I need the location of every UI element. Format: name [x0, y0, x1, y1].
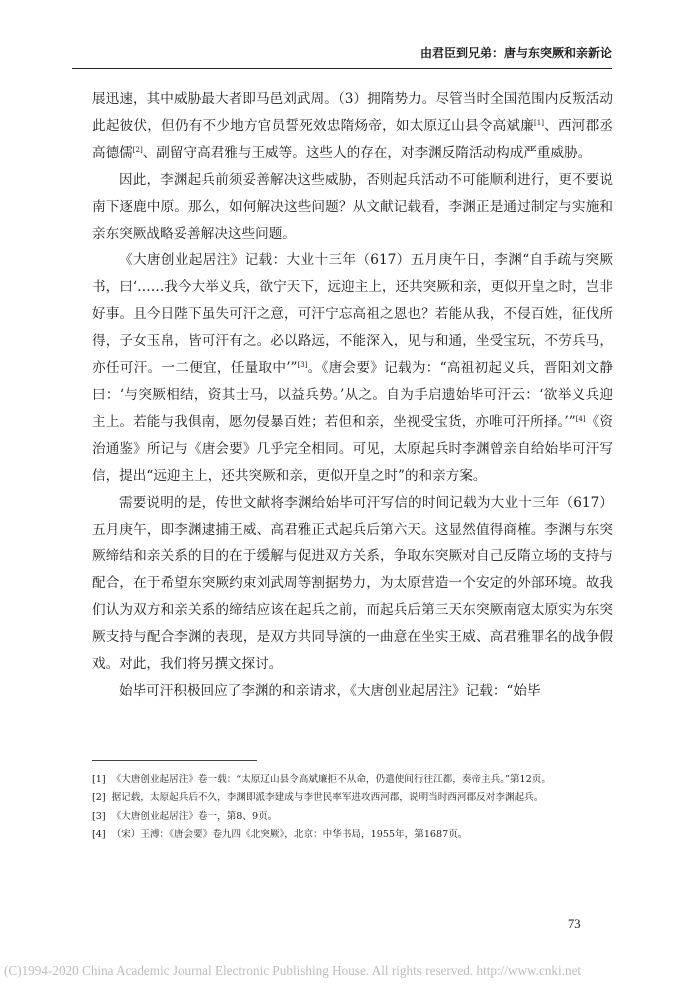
footnote-text: （宋）王溥：《唐会要》卷九四《北突厥》，北京：中华书局，1955年，第1687页。	[111, 828, 468, 840]
running-header-title: 由君臣到兄弟：唐与东突厥和亲新论	[419, 46, 612, 60]
footnote	[92, 808, 572, 826]
footnote-mark: [3]	[92, 810, 106, 822]
footnote-mark: [1]	[92, 774, 106, 785]
page-number: 73	[568, 917, 581, 931]
footnote-mark: [2]	[92, 792, 106, 804]
footnote	[92, 826, 572, 844]
text-run: 展迅速，其中威胁最大者即马邑刘武周。（3）拥隋势力。尽管当时全国范围内反叛活动此起彼伏，但仍有不少地方官员誓死效忠隋炀帝，如太原辽山县令高斌廉	[92, 91, 613, 134]
paragraph	[92, 490, 613, 678]
text-run: 。《唐会要》记载为：“高祖初起义兵，晋阳刘文静曰：‘与突厥相结，资其士马，以益兵势。’从之。自为手启遗始毕可汗云：‘欲举义兵迎主上。若能与我俱南，愿勿侵暴百姓；若但和亲，坐视受宝货，亦唯可汗所择。’”	[92, 360, 613, 430]
footnotes	[92, 771, 572, 844]
text-run: 、西河郡丞高德儒	[92, 117, 614, 161]
copyright-watermark: (C)1994-2020 China Academic Journal Electronic Publishing House. All rights reserved. http://www.cnki.net	[4, 963, 582, 978]
text-run: 《资治通鉴》所记与《唐会要》几乎完全相同。可见，太原起兵时李渊曾亲自给始毕可汗写信，提出“远迎主上，还共突厥和亲，更似开皇之时”的和亲方案。	[92, 413, 614, 484]
paragraph	[92, 247, 613, 489]
footnote-text: 《大唐创业起居注》卷一载：“太原辽山县令高斌廉拒不从命，仍遣使间行往江都，奏帝主兵。”第12页。	[111, 774, 551, 785]
footnote-divider	[92, 760, 257, 761]
footnote-text: 《大唐创业起居注》卷一，第8、9页。	[111, 810, 278, 822]
body-text	[92, 86, 613, 705]
paragraph	[92, 167, 613, 248]
footnote	[92, 789, 572, 807]
text-run: 需要说明的是，传世文献将李渊给始毕可汗写信的时间记载为大业十三年（617）五月庚午，即李渊逮捕王威、高君雅正式起兵后第六天。这显然值得商榷。李渊与东突厥缔结和亲关系的目的在于缓解与促进双方关系，争取东突厥对自己反隋立场的支持与配合，在于希望东突厥约束刘武周等割据势力，为太原营造一个安定的外部环境。故我们认为双方和亲关系的缔结应该在起兵之前，而起兵后第三天东突厥南寇太原实为东突厥支持与配合李渊的表现，是双方共同导演的一曲意在坐实王威、高君雅罪名的战争假戏。对此，我们将另撰文探讨。	[92, 494, 613, 673]
text-run: 、副留守高君雅与王威等。这些人的存在，对李渊反隋活动构成严重威胁。	[142, 144, 592, 161]
paragraph	[92, 86, 613, 167]
footnote-ref[interactable]: [2]	[132, 145, 143, 154]
footnote-ref[interactable]: [1]	[534, 118, 544, 127]
footnote-mark: [4]	[92, 828, 106, 840]
footnote-text: 据记载，太原起兵后不久，李渊即派李建成与李世民率军进攻西河郡，说明当时西河郡反对李渊起兵。	[111, 792, 544, 804]
paragraph	[92, 678, 613, 705]
text-run: 始毕可汗积极回应了李渊的和亲请求，《大唐创业起居注》记载：“始毕	[119, 682, 541, 699]
text-run: 因此，李渊起兵前须妥善解决这些威胁，否则起兵活动不可能顺利进行，更不要说南下逐鹿中原。那么，如何解决这些问题？从文献记载看，李渊正是通过制定与实施和亲东突厥战略妥善解决这些问题。	[92, 171, 613, 242]
footnote-ref[interactable]: [4]	[575, 414, 586, 423]
footnote	[92, 771, 572, 789]
footnote-ref[interactable]: [3]	[297, 361, 308, 370]
text-run: 《大唐创业起居注》记载：大业十三年（617）五月庚午日，李渊“自手疏与突厥书，曰‘……我今大举义兵，欲宁天下，远迎主上，还共突厥和亲，更似开皇之时，岂非好事。且今日陛下虽失可汗之意，可汗宁忘高祖之恩也？若能从我，不侵百姓，征伐所得，子女玉帛，皆可汗有之。必以路远，不能深入，见与和通，坐受宝玩，不劳兵马，亦任可汗。一二便宜，任量取中’”	[92, 252, 613, 377]
running-header	[72, 44, 612, 69]
